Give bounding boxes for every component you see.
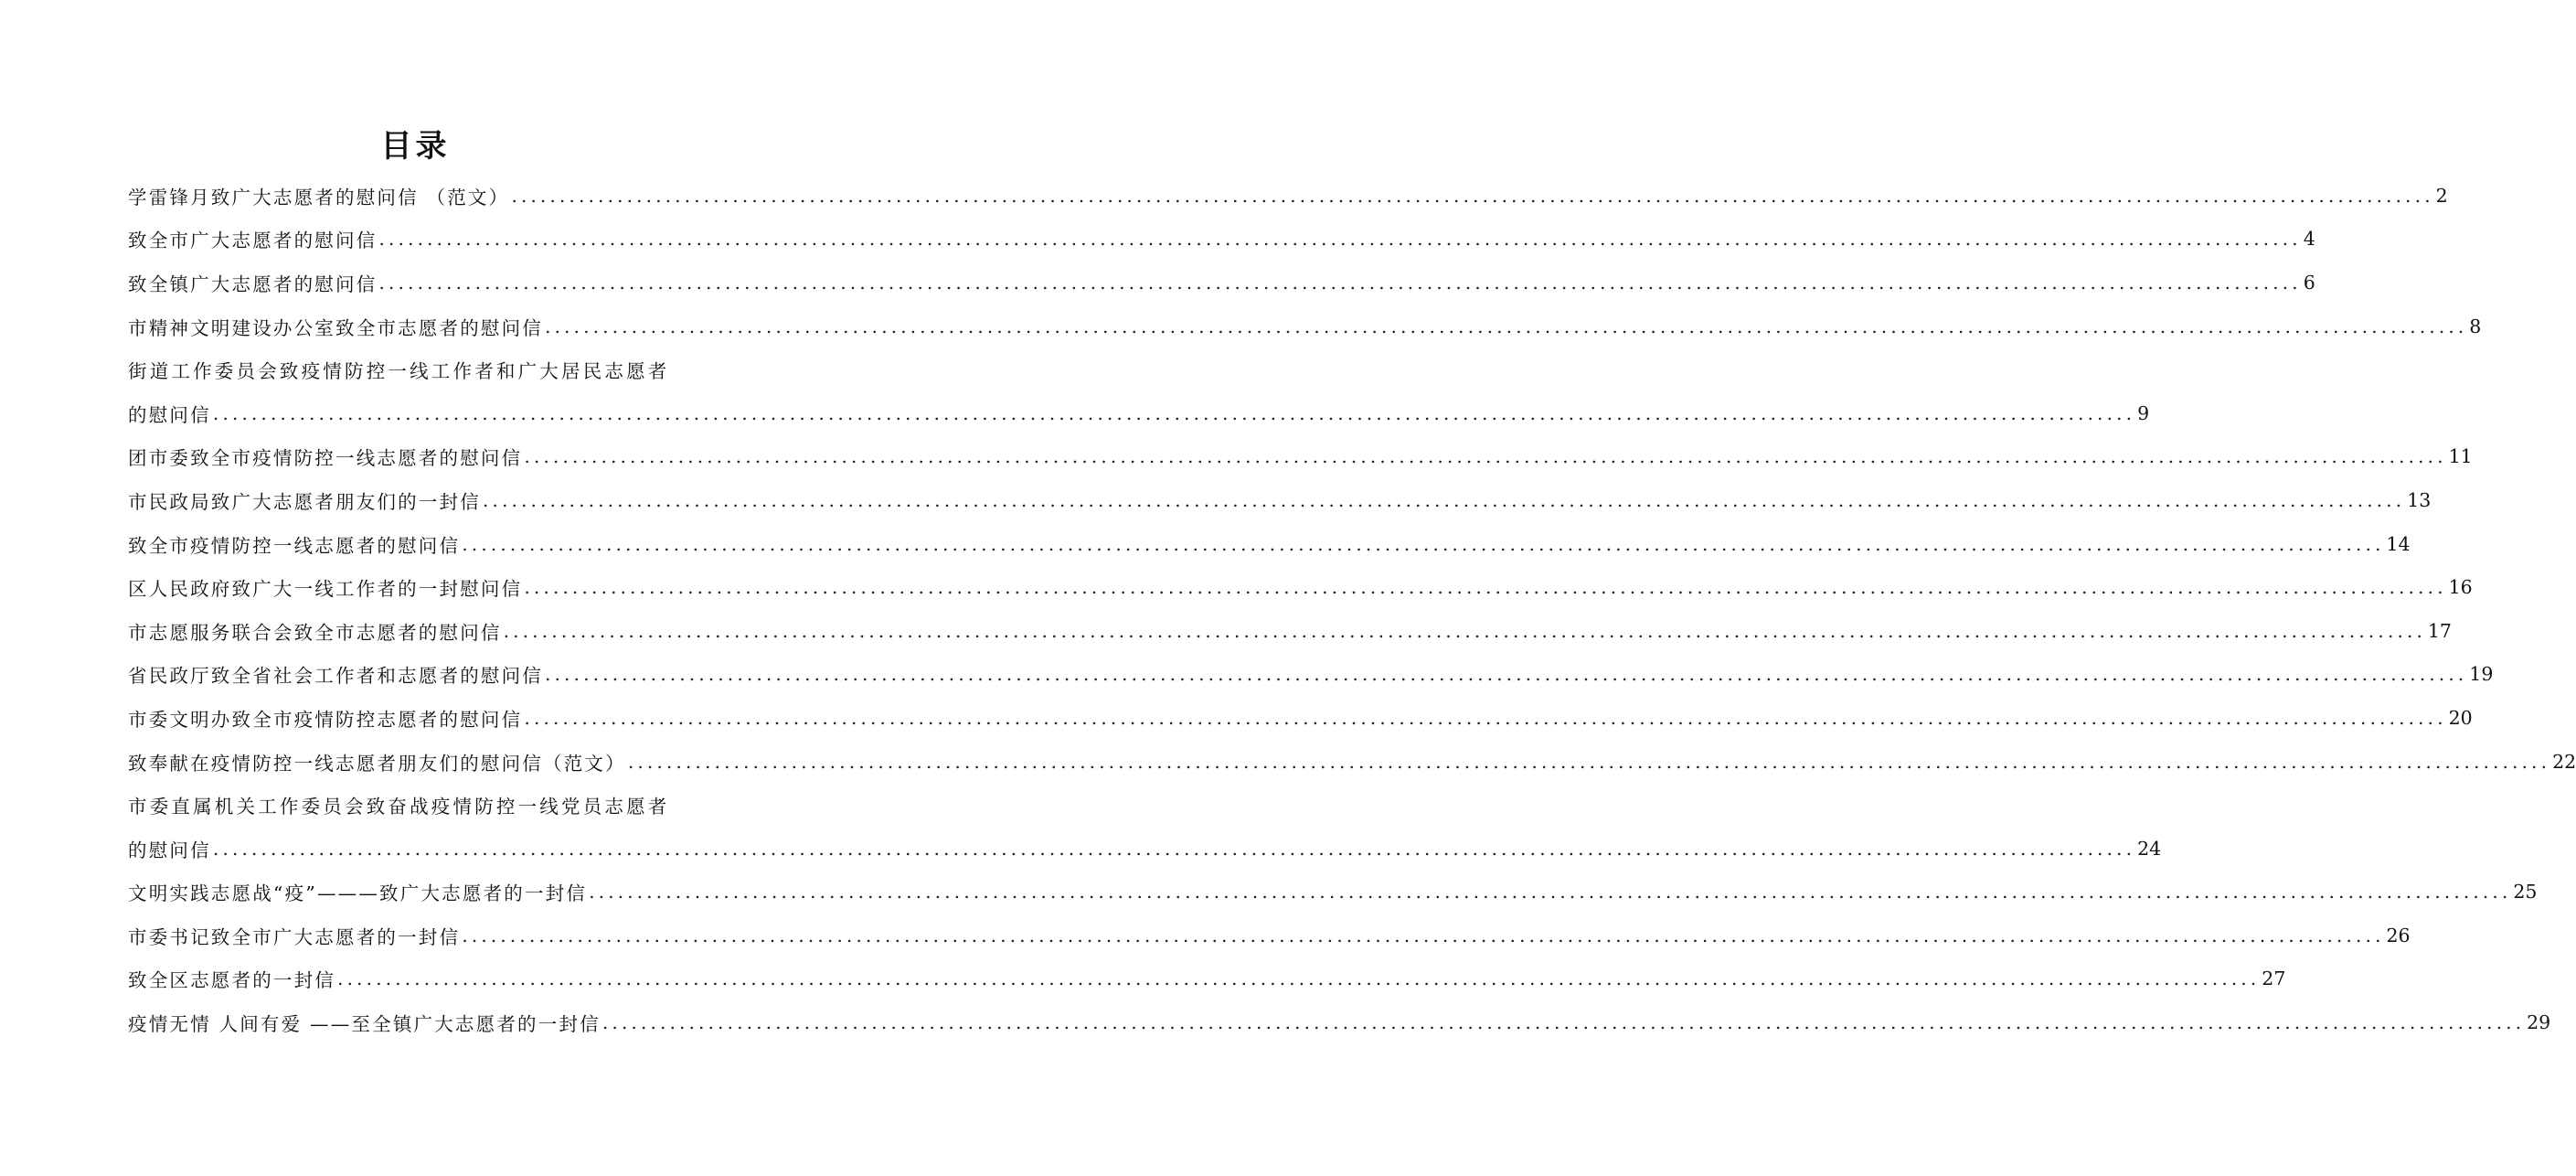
toc-entry[interactable] [128,261,2315,305]
toc-page-number: 8 [2469,315,2482,337]
toc-page-number: 16 [2448,576,2473,599]
toc-page-number: 25 [2513,881,2538,903]
toc-page-number: 14 [2386,532,2411,555]
toc-entry-title: 市精神文明建设办公室致全市志愿者的慰问信 [128,316,543,339]
toc-entry[interactable] [128,391,2150,435]
toc-page-number: 9 [2137,401,2150,424]
toc-page-number: 17 [2427,619,2452,642]
toc-dot-leader: ........................................................................................................................................................................................................ [524,706,2447,729]
toc-entry[interactable] [128,827,2162,871]
toc-entry[interactable] [128,871,2538,914]
toc-entry-title: 街道工作委员会致疫情防控一线工作者和广大居民志愿者 [128,360,670,383]
toc-entry[interactable] [128,522,2411,566]
toc-page-number: 2 [2435,184,2448,207]
toc-entry[interactable] [128,478,2432,522]
toc-entry-title: 市民政局致广大志愿者朋友们的一封信 [128,490,481,513]
toc-dot-leader: ........................................................................................................................................................................................................ [545,315,2468,337]
toc-entry[interactable] [128,609,2452,653]
toc-entry[interactable] [128,435,2473,479]
toc-entry-title: 文明实践志愿战“疫”———致广大志愿者的一封信 [128,882,588,905]
toc-dot-leader: ........................................................................................................................................................................................................ [378,271,2302,294]
toc-entry[interactable] [128,914,2411,957]
toc-dot-leader: ........................................................................................................................................................................................................ [627,750,2551,773]
toc-page-number: 6 [2303,271,2315,294]
toc-dot-leader: ........................................................................................................................................................................................................ [337,968,2261,990]
toc-entry-title: 致全镇广大志愿者的慰问信 [128,273,378,295]
toc-entry[interactable] [128,565,2473,609]
toc-page-number: 20 [2448,706,2473,729]
toc-dot-leader: ........................................................................................................................................................................................................ [462,532,2385,555]
toc-dot-leader: ........................................................................................................................................................................................................ [524,576,2447,599]
toc-entry-title: 省民政厅致全省社会工作者和志愿者的慰问信 [128,665,543,688]
toc-entry[interactable] [128,957,2286,1001]
toc-entry-title: 市委书记致全市广大志愿者的一封信 [128,925,461,948]
toc-entry-title: 学雷锋月致广大志愿者的慰问信 （范文） [128,186,510,208]
toc-dot-leader: ........................................................................................................................................................................................................ [378,228,2302,251]
toc-entry-title: 区人民政府致广大一线工作者的一封慰问信 [128,578,523,601]
table-of-contents [128,174,2576,1044]
toc-entry-title: 致全区志愿者的一封信 [128,969,335,992]
toc-entry-title: 的慰问信 [128,403,211,426]
toc-entry-title: 致全市广大志愿者的慰问信 [128,230,378,252]
toc-page-number: 22 [2552,750,2576,773]
toc-dot-leader: ........................................................................................................................................................................................................ [482,488,2406,511]
toc-entry[interactable] [128,347,706,391]
toc-entry-title: 致奉献在疫情防控一线志愿者朋友们的慰问信（范文） [128,752,626,775]
toc-entry[interactable] [128,696,2473,740]
toc-page-number: 24 [2137,837,2162,860]
toc-dot-leader: ........................................................................................................................................................................................................ [511,184,2434,207]
toc-entry[interactable] [128,1000,2551,1044]
toc-entry-title: 疫情无情 人间有爱 ——至全镇广大志愿者的一封信 [128,1013,601,1036]
toc-page-number: 4 [2303,228,2315,251]
toc-entry[interactable] [128,305,2482,348]
toc-dot-leader: ........................................................................................................................................................................................................ [212,401,2136,424]
toc-entry[interactable] [128,653,2494,697]
toc-page-number: 19 [2469,663,2494,686]
toc-entry-title: 市志愿服务联合会致全市志愿者的慰问信 [128,621,502,644]
toc-entry[interactable] [128,218,2315,262]
toc-dot-leader: ........................................................................................................................................................................................................ [524,445,2447,468]
toc-page-number: 26 [2386,924,2411,946]
toc-dot-leader: ........................................................................................................................................................................................................ [601,1011,2526,1034]
toc-entry[interactable] [128,740,2576,784]
toc-dot-leader: ........................................................................................................................................................................................................ [503,619,2426,642]
toc-dot-leader: ........................................................................................................................................................................................................ [589,881,2512,903]
toc-title: 目录 [380,128,451,165]
toc-dot-leader: ........................................................................................................................................................................................................ [212,837,2136,860]
toc-entry-title: 的慰问信 [128,839,211,861]
toc-entry-title: 市委文明办致全市疫情防控志愿者的慰问信 [128,708,523,731]
toc-page-number: 13 [2407,488,2432,511]
toc-entry[interactable] [128,783,706,827]
toc-page-number: 11 [2448,445,2473,468]
toc-page-number: 29 [2527,1011,2551,1034]
toc-entry-title: 团市委致全市疫情防控一线志愿者的慰问信 [128,447,523,470]
toc-dot-leader: ........................................................................................................................................................................................................ [462,924,2385,946]
toc-page-number: 27 [2262,968,2286,990]
toc-entry-title: 致全市疫情防控一线志愿者的慰问信 [128,534,461,557]
toc-entry[interactable] [128,174,2448,218]
toc-dot-leader: ........................................................................................................................................................................................................ [545,663,2468,686]
toc-entry-title: 市委直属机关工作委员会致奋战疫情防控一线党员志愿者 [128,796,670,818]
